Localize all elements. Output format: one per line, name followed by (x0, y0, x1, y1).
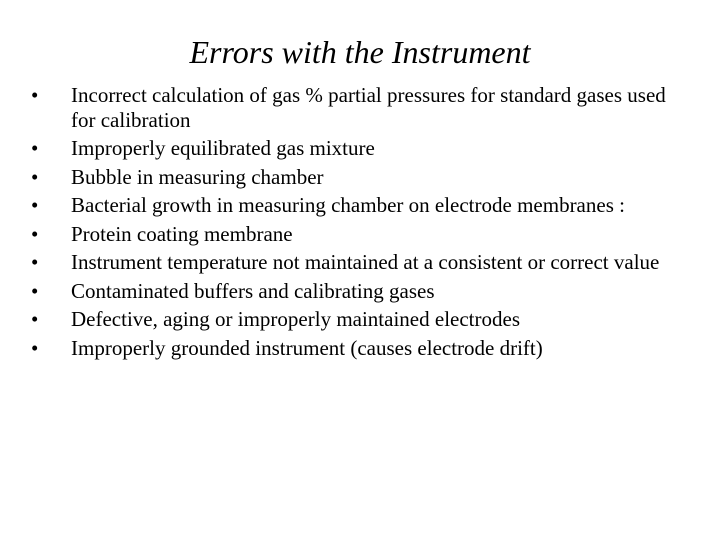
bullet-icon: • (31, 307, 39, 331)
bullet-text: Improperly equilibrated gas mixture (71, 136, 375, 160)
bullet-item (27, 136, 667, 161)
bullet-text: Improperly grounded instrument (causes electrode drift) (71, 335, 543, 360)
bullet-item (27, 193, 667, 218)
bullet-item (27, 222, 667, 247)
bullet-icon: • (31, 164, 39, 189)
bullet-item (27, 250, 667, 275)
bullet-item (27, 165, 667, 190)
bullet-icon: • (31, 136, 39, 160)
bullet-icon: • (31, 250, 39, 274)
bullet-text: Bubble in measuring chamber (71, 164, 324, 189)
bullet-text: Defective, aging or improperly maintained electrodes (71, 307, 520, 331)
bullet-item (27, 83, 667, 132)
slide-title: Errors with the Instrument (189, 34, 531, 70)
bullet-icon: • (31, 83, 39, 107)
bullet-item (27, 307, 667, 332)
bullet-item (27, 279, 667, 304)
bullet-list (27, 83, 667, 364)
bullet-text: Contaminated buffers and calibrating gases (71, 278, 435, 303)
bullet-text: Bacterial growth in measuring chamber on electrode membranes : (71, 193, 625, 217)
bullet-text: Incorrect calculation of gas % partial pressures for standard gases used for calibration (71, 83, 666, 132)
bullet-icon: • (31, 335, 39, 360)
bullet-icon: • (31, 278, 39, 303)
bullet-icon: • (31, 193, 39, 217)
bullet-item (27, 336, 667, 361)
bullet-text: Protein coating membrane (71, 221, 293, 246)
bullet-text: Instrument temperature not maintained at a consistent or correct value (71, 250, 660, 274)
bullet-icon: • (31, 221, 39, 246)
